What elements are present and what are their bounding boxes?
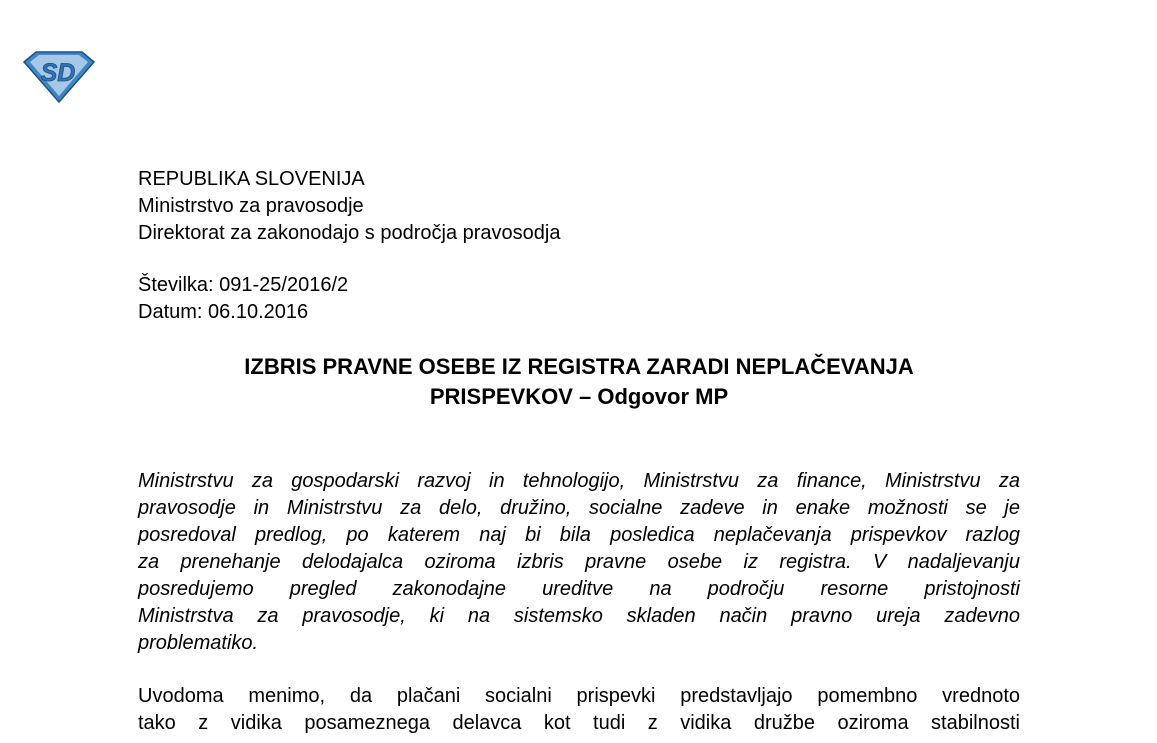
- document-date: Datum: 06.10.2016: [138, 301, 309, 323]
- paragraph-line: Uvodoma menimo, da plačani socialni prispevki predstavljajo pomembno vrednoto: [138, 685, 1020, 707]
- country-name: REPUBLIKA SLOVENIJA: [138, 168, 365, 190]
- paragraph-intro: [138, 468, 1020, 657]
- logo-text: SD: [40, 59, 76, 87]
- paragraph-line: Ministrstvu za gospodarski razvoj in tehnologijo, Ministrstvu za finance, Ministrstvu za: [138, 470, 1020, 492]
- ministry-name: Ministrstvo za pravosodje: [138, 195, 364, 217]
- letterhead: [138, 166, 560, 247]
- paragraph-line: za prenehanje delodajalca oziroma izbris pravne osebe iz registra. V nadaljevanju: [138, 551, 1020, 573]
- sd-logo-icon: [22, 48, 96, 104]
- document-title: [138, 352, 1020, 412]
- paragraph-line: posredujemo pregled zakonodajne ureditve na področju resorne pristojnosti: [138, 578, 1020, 600]
- paragraph-line: Ministrstva za pravosodje, ki na sistemsko skladen način pravno ureja zadevno: [138, 605, 1020, 627]
- organization-logo: [22, 48, 96, 104]
- paragraph-line: pravosodje in Ministrstvu za delo, družino, socialne zadeve in enake možnosti se je: [138, 497, 1020, 519]
- paragraph-line: posredoval predlog, po katerem naj bi bila posledica neplačevanja prispevkov razlog: [138, 524, 1020, 546]
- paragraph-line: problematiko.: [138, 632, 259, 654]
- paragraph-body: [138, 683, 1020, 737]
- document-number: Številka: 091-25/2016/2: [138, 274, 349, 296]
- title-line-2: PRISPEVKOV – Odgovor MP: [429, 384, 729, 409]
- title-line-1: IZBRIS PRAVNE OSEBE IZ REGISTRA ZARADI NEPLAČEVANJA: [244, 354, 914, 379]
- paragraph-line: tako z vidika posameznega delavca kot tudi z vidika družbe oziroma stabilnosti: [138, 712, 1020, 734]
- directorate-name: Direktorat za zakonodajo s področja pravosodja: [138, 222, 561, 244]
- document-meta: [138, 272, 348, 326]
